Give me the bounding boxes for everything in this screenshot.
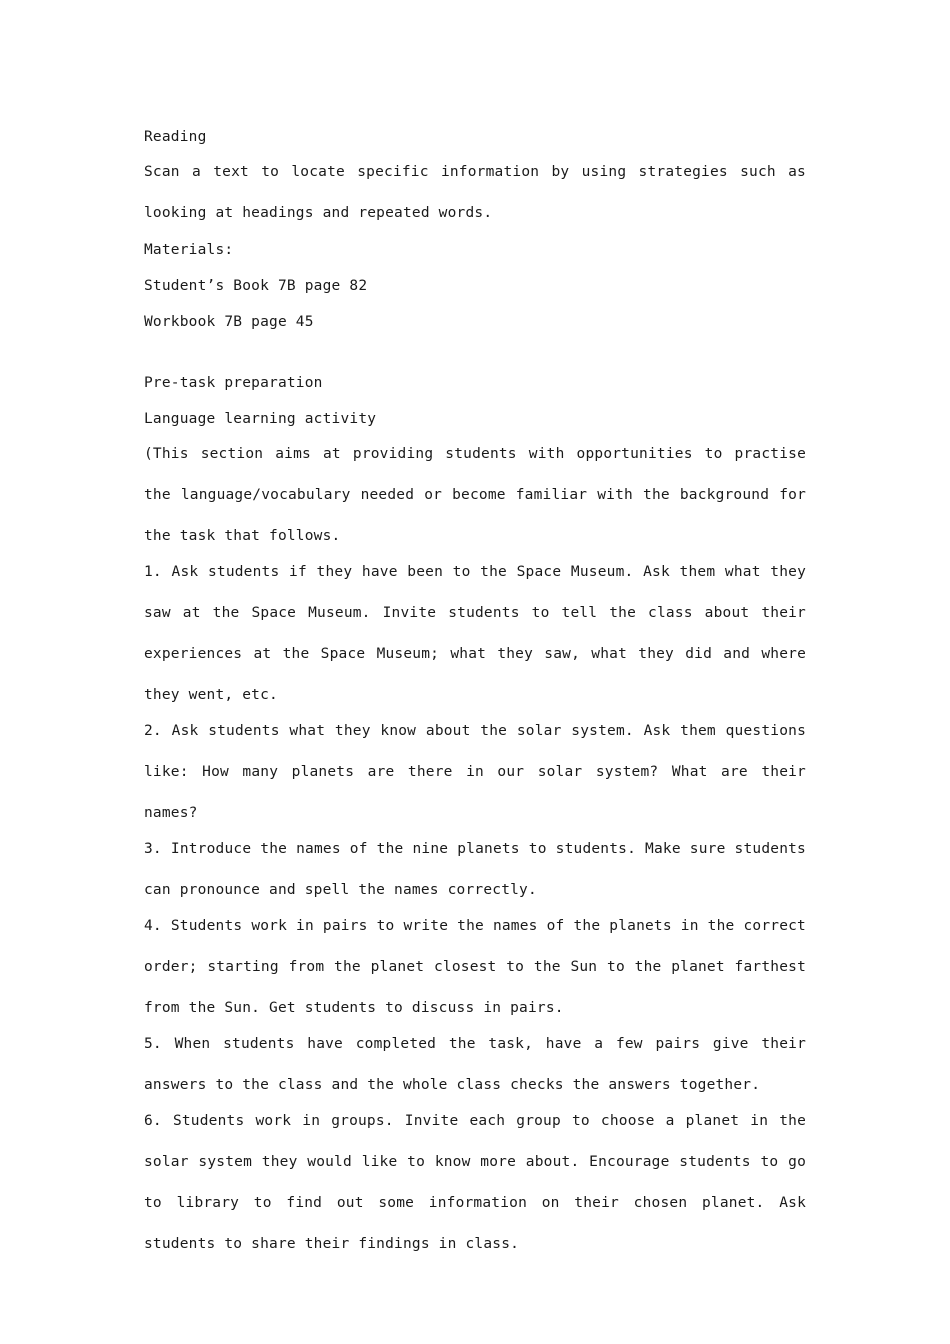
pretask-title: Pre-task preparation xyxy=(144,375,323,391)
step-5: 5. When students have completed the task, have a few pairs give their answers to the class and the whole class checks the answers together. xyxy=(144,1036,806,1093)
activity-title: Language learning activity xyxy=(144,411,377,427)
step-4: 4. Students work in pairs to write the names of the planets in the correct order; starting from the planet closest to the Sun to the planet farthest from the Sun. Get students to discuss in pairs. xyxy=(144,918,806,1016)
reading-objective: Scan a text to locate specific information by using strategies such as looking at headings and repeated words. xyxy=(144,164,806,221)
document-page xyxy=(144,124,806,1268)
reading-heading: Reading xyxy=(144,129,207,145)
materials-item-workbook: Workbook 7B page 45 xyxy=(144,314,314,330)
materials-item-students-book: Student’s Book 7B page 82 xyxy=(144,278,368,294)
step-2: 2. Ask students what they know about the solar system. Ask them questions like: How many planets are there in our solar system? What are their names? xyxy=(144,723,806,821)
step-1: 1. Ask students if they have been to the Space Museum. Ask them what they saw at the Space Museum. Invite students to tell the class about their experiences at the Space Museum; what they saw, what they did and where they went, etc. xyxy=(144,564,806,703)
section-spacer xyxy=(144,345,806,370)
materials-label: Materials: xyxy=(144,242,234,258)
step-3: 3. Introduce the names of the nine planets to students. Make sure students can pronounce and spell the names correctly. xyxy=(144,841,806,898)
section-note: (This section aims at providing students with opportunities to practise the language/vocabulary needed or become familiar with the background for the task that follows. xyxy=(144,446,806,544)
step-6: 6. Students work in groups. Invite each group to choose a planet in the solar system they would like to know more about. Encourage students to go to library to find out some information on their chosen planet. Ask students to share their findings in class. xyxy=(144,1113,806,1252)
